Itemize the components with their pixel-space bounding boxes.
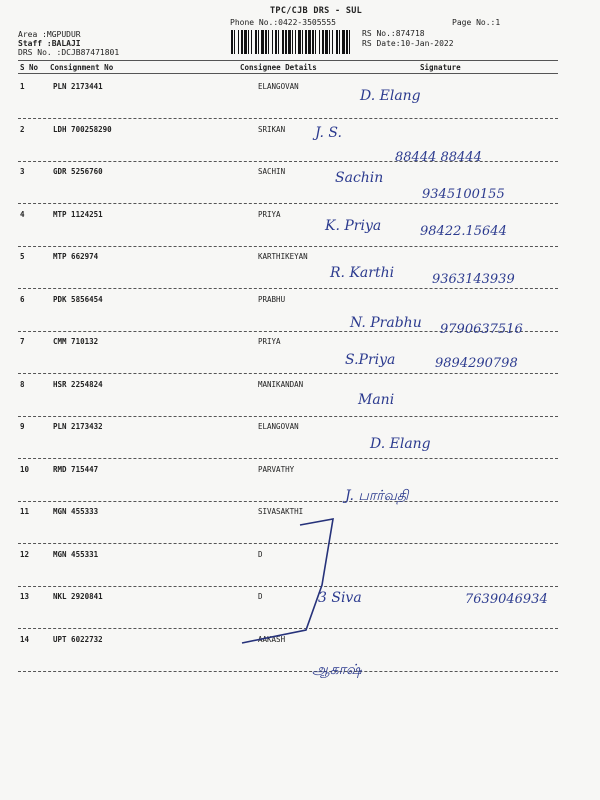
handwritten-phone: 9363143939 [432, 272, 515, 287]
handwritten-signature: N. Prabhu [350, 315, 422, 331]
row-consignment-no: RMD 715447 [53, 464, 99, 474]
row-sno: 8 [20, 379, 25, 389]
handwritten-signature: ஆகாஷ் [312, 662, 362, 678]
row-consignment-no: MTP 662974 [53, 252, 99, 261]
row-consignment-no: HSR 2254824 [53, 379, 103, 389]
row-consignee-name: PRIYA [258, 209, 281, 219]
row-consignment-no: LDH 700258290 [53, 124, 112, 134]
row-sno: 11 [20, 507, 30, 516]
rs-date: RS Date:10-Jan-2022 [362, 39, 454, 48]
row-sno: 7 [20, 337, 25, 346]
row-consignment-no: PLN 2173441 [53, 82, 103, 91]
row-consignment-no: GDR 5256760 [53, 167, 103, 176]
area-label: Area :MGPUDUR [18, 30, 81, 39]
row-sno: 5 [20, 252, 25, 261]
row-sno: 4 [20, 209, 25, 219]
row-consignment-no: MTP 1124251 [53, 209, 103, 219]
row-consignee-name: PRABHU [258, 294, 286, 304]
handwritten-signature: D. Elang [360, 88, 421, 104]
handwritten-signature: S.Priya [345, 352, 396, 368]
row-consignee-name: SIVASAKTHI [258, 507, 304, 516]
row-consignment-no: MGN 455331 [53, 549, 99, 559]
row-consignee-name: AAKASH [258, 634, 286, 644]
row-consignee-name: ELANGOVAN [258, 422, 299, 431]
row-sno: 13 [20, 592, 30, 601]
handwritten-signature: Sachin [335, 170, 384, 186]
row-consignee-name: D [258, 549, 263, 559]
row-sno: 1 [20, 82, 25, 91]
col-header-consignee: Consignee Details [240, 63, 317, 72]
row-consignee-name: MANIKANDAN [258, 379, 304, 389]
handwritten-signature: D. Elang [370, 436, 431, 452]
row-sno: 6 [20, 294, 25, 304]
row-sno: 10 [20, 464, 30, 474]
row-sno: 3 [20, 167, 25, 176]
col-header-consignment: Consignment No [50, 63, 114, 72]
document-title: TPC/CJB DRS - SUL [270, 6, 363, 16]
handwritten-signature: J. பார்வதி [345, 488, 409, 504]
row-consignment-no: UPT 6022732 [53, 634, 103, 644]
row-sno: 2 [20, 124, 25, 134]
handwritten-phone: 9345100155 [422, 187, 505, 202]
row-sno: 14 [20, 634, 30, 644]
col-header-signature: Signature [420, 63, 461, 72]
row-consignee-name: D [258, 592, 263, 601]
row-sno: 9 [20, 422, 25, 431]
phone-number: Phone No.:0422-3505555 [230, 18, 336, 27]
handwritten-phone: 98422.15644 [420, 224, 507, 239]
drs-number: DRS No. :DCJB87471801 [18, 48, 120, 57]
row-consignment-no: MGN 455333 [53, 507, 99, 516]
handwritten-signature: Mani [358, 392, 395, 408]
handwritten-phone: 9790637516 [440, 322, 523, 337]
handwritten-phone: 88444 88444 [395, 150, 482, 165]
staff-label: Staff :BALAJI [18, 39, 81, 48]
row-consignment-no: NKL 2920841 [53, 592, 103, 601]
page-number: Page No.:1 [452, 18, 501, 27]
handwritten-signature: K. Priya [325, 218, 382, 234]
row-consignee-name: SRIKAN [258, 124, 286, 134]
row-consignee-name: KARTHIKEYAN [258, 252, 308, 261]
row-consignment-no: CMM 710132 [53, 337, 99, 346]
row-consignee-name: SACHIN [258, 167, 286, 176]
row-sno: 12 [20, 549, 30, 559]
row-consignee-name: PARVATHY [258, 464, 295, 474]
rs-number: RS No.:874718 [362, 29, 425, 38]
handwritten-signature: R. Karthi [330, 265, 395, 281]
row-consignment-no: PLN 2173432 [53, 422, 103, 431]
col-header-sno: S No [20, 63, 39, 72]
handwritten-signature: 3 Siva [318, 590, 362, 606]
row-consignment-no: PDK 5856454 [53, 294, 103, 304]
row-consignee-name: ELANGOVAN [258, 82, 299, 91]
handwritten-phone: 9894290798 [435, 356, 518, 371]
row-consignee-name: PRIYA [258, 337, 281, 346]
handwritten-phone: 7639046934 [465, 592, 548, 607]
handwritten-signature: J. S. [315, 125, 342, 141]
